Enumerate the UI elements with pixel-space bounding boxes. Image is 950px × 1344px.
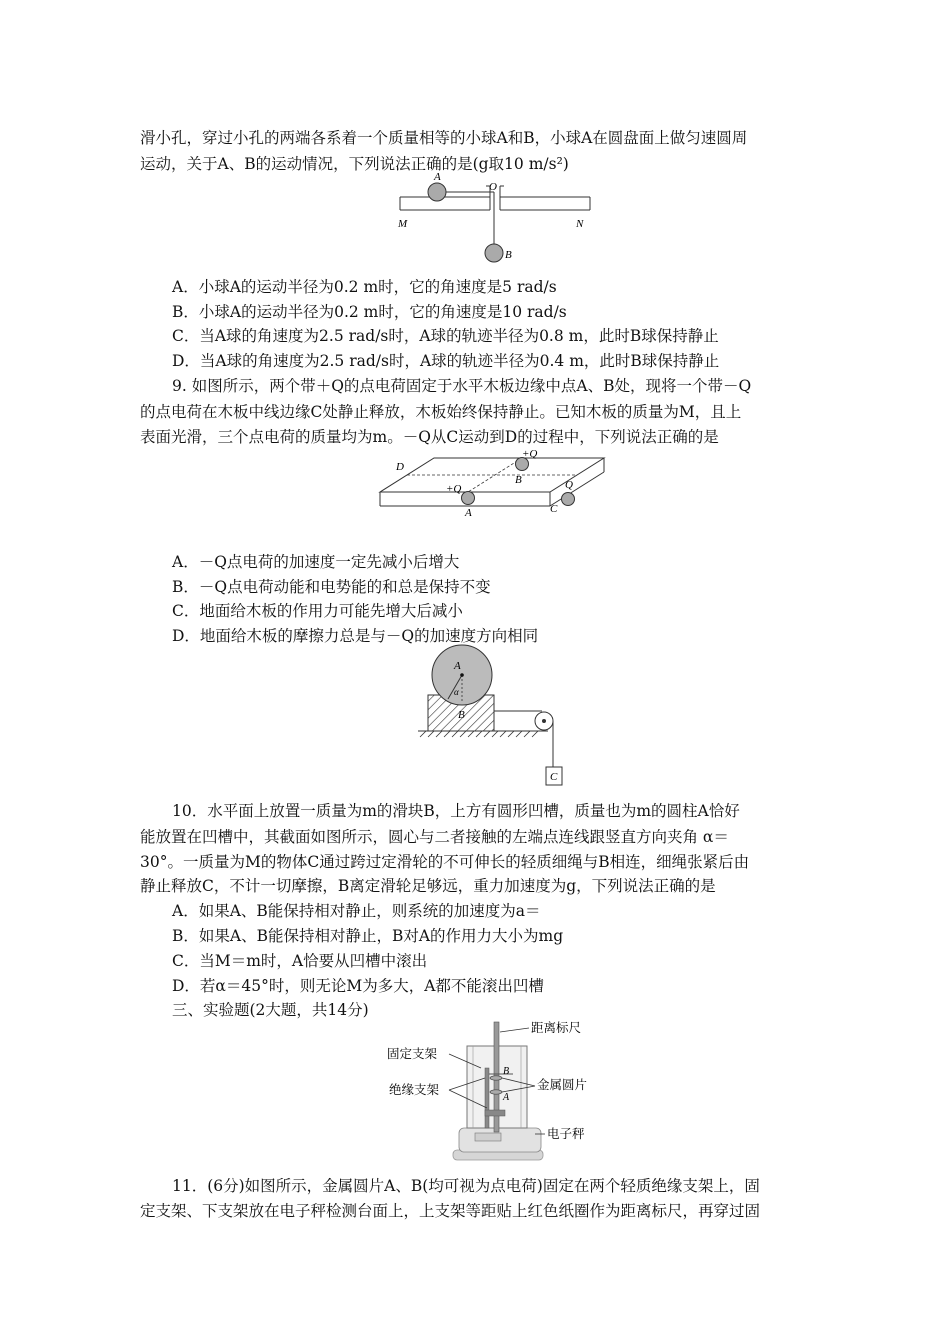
- label-b: B: [515, 474, 522, 486]
- q9-option-b: B．－Q点电荷动能和电势能的和总是保持不变: [172, 578, 491, 596]
- label-metal-disc: 金属圆片: [537, 1078, 588, 1092]
- label-b: B: [505, 249, 512, 261]
- section-three-title: 三、实验题(2大题，共14分): [172, 1001, 369, 1019]
- label-n: N: [576, 218, 584, 230]
- label-b: B: [503, 1066, 510, 1077]
- q10-stem-line3: 30°。一质量为M的物体C通过跨过定滑轮的不可伸长的轻质细绳与B相连，细绳张紧后由: [140, 853, 750, 871]
- q8-stem-line2: 运动，关于A、B的运动情况，下列说法正确的是(g取10 m/s²): [140, 155, 569, 173]
- q11-apparatus-figure: [385, 1018, 615, 1162]
- label-c: C: [550, 503, 558, 515]
- label-m: M: [398, 218, 408, 230]
- label-plus-q-a: +Q: [446, 483, 462, 495]
- label-q-c: Q: [565, 479, 573, 491]
- q8-option-d: D．当A球的角速度为2.5 rad/s时，A球的轨迹半径为0.4 m，此时B球保持静止: [172, 352, 720, 370]
- label-alpha: α: [454, 687, 459, 697]
- q8-option-b: B．小球A的运动半径为0.2 m时，它的角速度是10 rad/s: [172, 303, 567, 321]
- label-a: A: [434, 172, 441, 183]
- q8-disc-figure: [390, 172, 600, 272]
- label-fixed-support: 固定支架: [387, 1047, 438, 1061]
- q9-stem-line2: 的点电荷在木板中线边缘C处静止释放，木板始终保持静止。已知木板的质量为M，且上: [140, 403, 742, 421]
- label-a: A: [465, 507, 472, 519]
- label-d: D: [396, 461, 404, 473]
- q10-option-d: D．若α＝45°时，则无论M为多大，A都不能滚出凹槽: [172, 977, 544, 995]
- label-plus-q-b: +Q: [522, 448, 538, 460]
- charge-c: [562, 493, 575, 506]
- q10-option-a: A．如果A、B能保持相对静止，则系统的加速度为a＝: [172, 902, 541, 920]
- q11-stem-line1: 11．(6分)如图所示，金属圆片A、B(均可视为点电荷)固定在两个轻质绝缘支架上，固: [172, 1177, 760, 1195]
- q8-option-a: A．小球A的运动半径为0.2 m时，它的角速度是5 rad/s: [172, 278, 557, 296]
- q10-stem-line4: 静止释放C，不计一切摩擦，B离定滑轮足够远，重力加速度为g，下列说法正确的是: [140, 877, 716, 895]
- label-a: A: [503, 1092, 510, 1103]
- q9-option-c: C．地面给木板的作用力可能先增大后减小: [172, 602, 463, 620]
- label-b: B: [458, 709, 465, 721]
- q11-stem-line2: 定支架、下支架放在电子秤检测台面上，上支架等距贴上红色纸圈作为距离标尺，再穿过固: [140, 1202, 761, 1220]
- q8-stem-line1: 滑小孔，穿过小孔的两端各系着一个质量相等的小球A和B，小球A在圆盘面上做匀速圆周: [140, 129, 748, 147]
- q10-stem-line1: 10．水平面上放置一质量为m的滑块B，上方有圆形凹槽，质量也为m的圆柱A恰好: [172, 802, 740, 820]
- ball-b: [485, 244, 503, 262]
- ball-a: [428, 183, 446, 201]
- label-electronic-scale: 电子秤: [547, 1127, 585, 1141]
- q9-option-a: A．－Q点电荷的加速度一定先减小后增大: [172, 553, 460, 571]
- label-c: C: [550, 771, 558, 783]
- q9-stem-line1: 9. 如图所示，两个带＋Q的点电荷固定于水平木板边缘中点A、B处，现将一个带－Q: [172, 377, 752, 395]
- q9-stem-line3: 表面光滑，三个点电荷的质量均为m。－Q从C运动到D的过程中，下列说法正确的是: [140, 428, 719, 446]
- q9-board-figure: [372, 444, 612, 524]
- q10-option-c: C．当M＝m时，A恰要从凹槽中滚出: [172, 952, 428, 970]
- q9-option-d: D．地面给木板的摩擦力总是与－Q的加速度方向相同: [172, 627, 539, 645]
- q8-option-c: C．当A球的角速度为2.5 rad/s时，A球的轨迹半径为0.8 m，此时B球保持静止: [172, 327, 719, 345]
- charge-a: [462, 492, 475, 505]
- q10-stem-line2: 能放置在凹槽中，其截面如图所示，圆心与二者接触的左端点连线跟竖直方向夹角 α＝: [140, 828, 729, 846]
- label-insulating-support: 绝缘支架: [389, 1083, 440, 1097]
- label-distance-scale: 距离标尺: [531, 1021, 582, 1035]
- q10-option-b: B．如果A、B能保持相对静止，B对A的作用力大小为mg: [172, 927, 564, 945]
- q10-pulley-figure: [418, 643, 578, 791]
- label-o: O: [489, 181, 497, 193]
- label-a: A: [454, 660, 461, 672]
